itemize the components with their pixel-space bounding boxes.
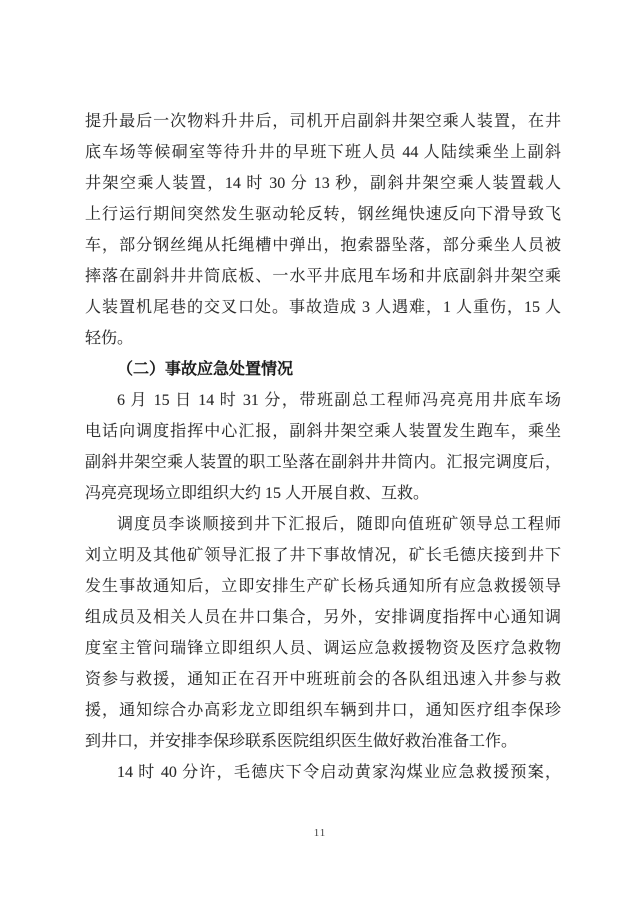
- body-line: 上行运行期间突然发生驱动轮反转，钢丝绳快速反向下滑导致飞: [85, 206, 561, 223]
- body-line: 资参与救援，通知正在召开中班班前会的各队组迅速入井参与救: [85, 671, 561, 688]
- body-line: 刘立明及其他矿领导汇报了井下事故情况，矿长毛德庆接到井下: [85, 547, 561, 564]
- page-number: 11: [313, 827, 327, 839]
- body-line: 度室主管问瑞锋立即组织人员、调运应急救援物资及医疗急救物: [85, 640, 561, 657]
- body-line: 井架空乘人装置，14 时 30 分 13 秒，副斜井架空乘人装置载人: [85, 175, 561, 192]
- body-line: 6 月 15 日 14 时 31 分，带班副总工程师冯亮亮用井底车场: [117, 392, 561, 409]
- body-line: 到井口，并安排李保珍联系医院组织医生做好救治准备工作。: [85, 733, 518, 750]
- body-line: 援，通知综合办高彩龙立即组织车辆到井口，通知医疗组李保珍: [85, 702, 561, 719]
- body-line: 车，部分钢丝绳从托绳槽中弹出，抱索器坠落，部分乘坐人员被: [85, 237, 561, 254]
- body-line: 摔落在副斜井井筒底板、一水平井底甩车场和井底副斜井架空乘: [85, 268, 561, 285]
- body-line: 电话向调度指挥中心汇报，副斜井架空乘人装置发生跑车，乘坐: [85, 423, 561, 440]
- section-heading: （二）事故应急处置情况: [117, 361, 294, 378]
- body-line: 人装置机尾巷的交叉口处。事故造成 3 人遇难，1 人重伤，15 人: [85, 299, 561, 316]
- document-body: [85, 106, 561, 788]
- body-line: 组成员及相关人员在井口集合，另外，安排调度指挥中心通知调: [85, 609, 561, 626]
- body-line: 调度员李谈顺接到井下汇报后，随即向值班矿领导总工程师: [117, 516, 561, 533]
- body-line: 底车场等候硐室等待升井的早班下班人员 44 人陆续乘坐上副斜: [85, 144, 561, 161]
- body-line: 副斜井架空乘人装置的职工坠落在副斜井井筒内。汇报完调度后，: [85, 454, 561, 471]
- body-line: 14 时 40 分许，毛德庆下令启动黄家沟煤业应急救援预案，: [117, 764, 561, 781]
- body-line: 提升最后一次物料升井后，司机开启副斜井架空乘人装置，在井: [85, 113, 561, 130]
- body-line: 发生事故通知后，立即安排生产矿长杨兵通知所有应急救援领导: [85, 578, 561, 595]
- body-line: 轻伤。: [85, 330, 134, 347]
- body-line: 冯亮亮现场立即组织大约 15 人开展自救、互救。: [85, 485, 430, 502]
